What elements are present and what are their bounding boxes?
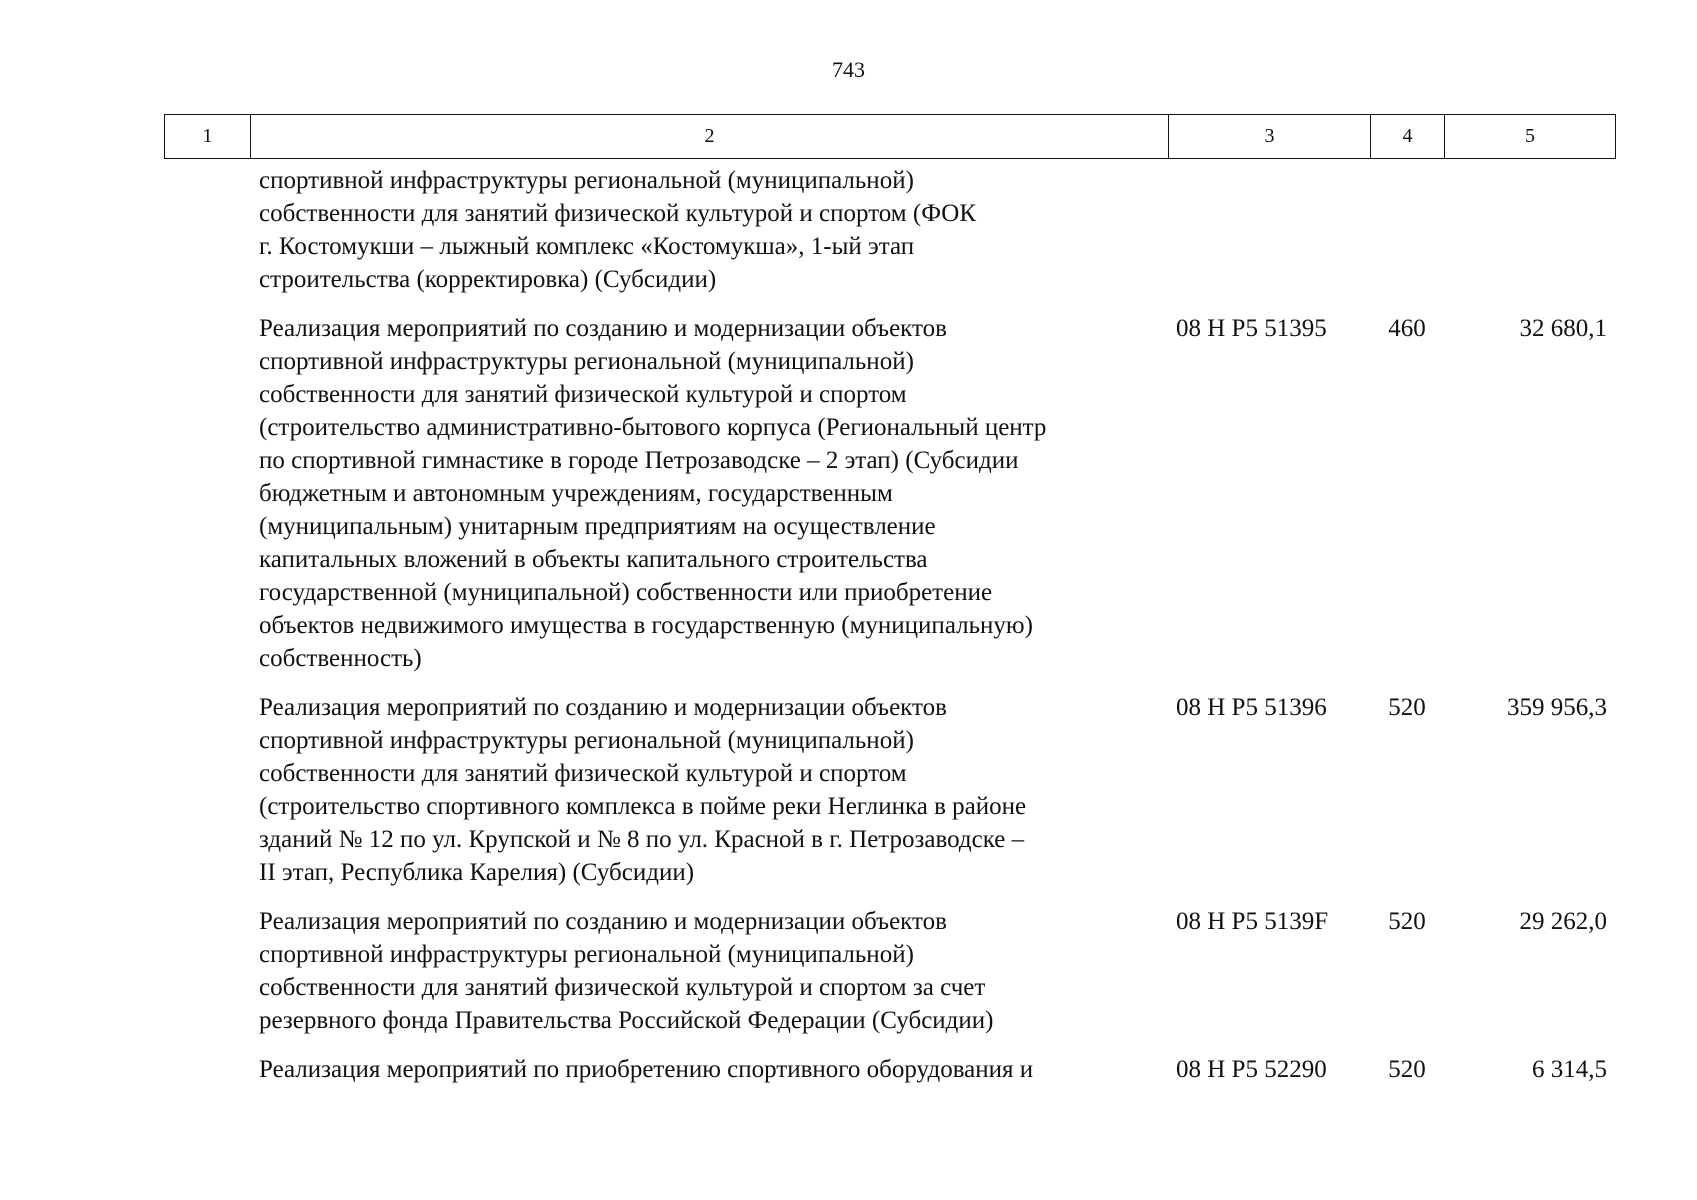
row-description (250, 164, 1168, 296)
description-line: бюджетным и автономным учреждениям, государственным (259, 480, 893, 507)
row-amount: 6 314,5 (1532, 1056, 1607, 1083)
column-header-4: 4 (1371, 115, 1445, 159)
description-line: Реализация мероприятий по созданию и модернизации объектов (259, 694, 947, 721)
row-expense-type: 460 (1388, 315, 1426, 342)
row-amount: 359 956,3 (1507, 694, 1607, 721)
table-row (164, 164, 1615, 296)
description-line: спортивной инфраструктуры региональной (муниципальной) (259, 727, 914, 754)
row-description (250, 1053, 1168, 1086)
row-description (250, 905, 1168, 1037)
table-row (164, 312, 1615, 675)
description-line: собственность) (259, 645, 422, 672)
description-line: спортивной инфраструктуры региональной (муниципальной) (259, 167, 914, 194)
column-header-3: 3 (1169, 115, 1371, 159)
row-description (250, 691, 1168, 889)
table-row (164, 691, 1615, 889)
row-amount: 29 262,0 (1519, 908, 1607, 935)
description-line: собственности для занятий физической культурой и спортом (ФОК (259, 200, 976, 227)
description-line: собственности для занятий физической культурой и спортом (259, 760, 907, 787)
description-line: капитальных вложений в объекты капитального строительства (259, 546, 928, 573)
row-expense-type: 520 (1388, 694, 1426, 721)
table-row (164, 905, 1615, 1037)
row-expense-type: 520 (1388, 1056, 1426, 1083)
description-line: зданий № 12 по ул. Крупской и № 8 по ул. Красной в г. Петрозаводске – (259, 826, 1025, 853)
column-header-table (164, 114, 1616, 159)
column-header-row (165, 115, 1616, 159)
column-header-1: 1 (165, 115, 251, 159)
table-body (164, 164, 1615, 1102)
description-line: государственной (муниципальной) собственности или приобретение (259, 579, 993, 606)
row-code: 08 Н Р5 51396 (1176, 694, 1327, 721)
description-line: (строительство административно-бытового корпуса (Региональный центр (259, 414, 1047, 441)
description-line: Реализация мероприятий по приобретению спортивного оборудования и (259, 1056, 1034, 1083)
description-line: спортивной инфраструктуры региональной (муниципальной) (259, 348, 914, 375)
description-line: Реализация мероприятий по созданию и модернизации объектов (259, 315, 947, 342)
row-description (250, 312, 1168, 675)
column-header-2: 2 (251, 115, 1169, 159)
row-code: 08 Н Р5 52290 (1176, 1056, 1327, 1083)
description-line: объектов недвижимого имущества в государственную (муниципальную) (259, 612, 1033, 639)
description-line: (строительство спортивного комплекса в пойме реки Неглинка в районе (259, 793, 1027, 820)
row-code: 08 Н Р5 51395 (1176, 315, 1327, 342)
description-line: (муниципальным) унитарным предприятиям на осуществление (259, 513, 936, 540)
description-line: Реализация мероприятий по созданию и модернизации объектов (259, 908, 947, 935)
description-line: строительства (корректировка) (Субсидии) (259, 266, 717, 293)
row-amount: 32 680,1 (1519, 315, 1607, 342)
description-line: г. Костомукши – лыжный комплекс «Костомукша», 1-ый этап (259, 233, 915, 260)
row-code: 08 Н Р5 5139F (1176, 908, 1329, 935)
column-header-5: 5 (1445, 115, 1616, 159)
row-expense-type: 520 (1388, 908, 1426, 935)
page-number: 743 (832, 57, 865, 82)
table-row (164, 1053, 1615, 1086)
description-line: II этап, Республика Карелия) (Субсидии) (259, 859, 695, 886)
description-line: собственности для занятий физической культурой и спортом (259, 381, 907, 408)
description-line: собственности для занятий физической культурой и спортом за счет (259, 974, 986, 1001)
description-line: спортивной инфраструктуры региональной (муниципальной) (259, 941, 914, 968)
description-line: по спортивной гимнастике в городе Петрозаводске – 2 этап) (Субсидии (259, 447, 1019, 474)
description-line: резервного фонда Правительства Российской Федерации (Субсидии) (259, 1007, 994, 1034)
